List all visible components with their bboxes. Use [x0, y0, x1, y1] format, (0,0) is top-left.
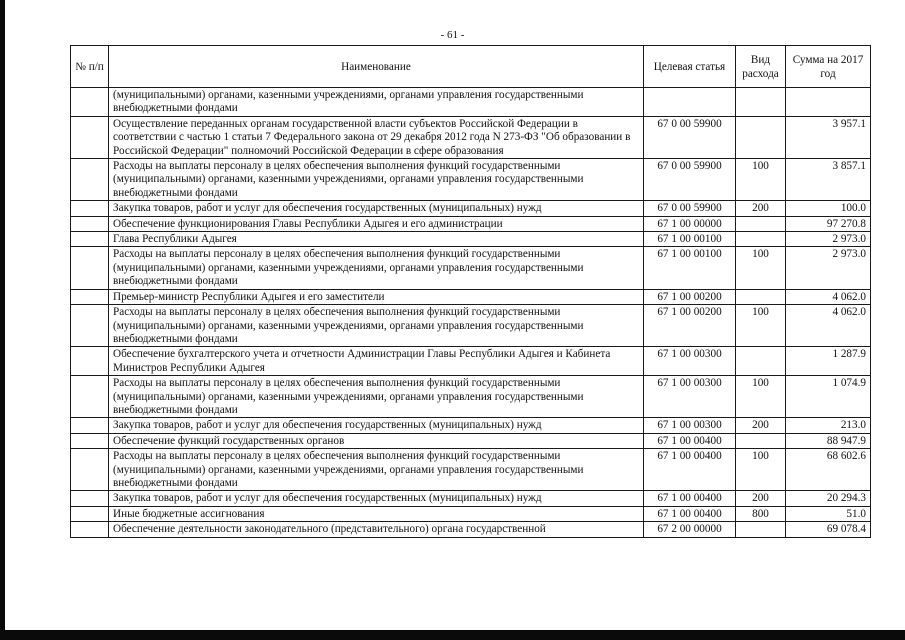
table-row — [71, 522, 871, 537]
table-header-row — [71, 46, 871, 88]
cell-num — [71, 116, 109, 158]
cell-name: Премьер-министр Республики Адыгея и его заместители — [109, 289, 644, 304]
cell-target-article: 67 1 00 00400 — [644, 491, 736, 506]
cell-expense-type: 200 — [736, 201, 786, 216]
cell-name: Расходы на выплаты персоналу в целях обеспечения выполнения функций государственными (муниципальными) органами, казенными учреждениями, органами управления государственными внебюджетными фондами — [109, 159, 644, 201]
header-num: № п/п — [71, 46, 109, 88]
cell-sum: 3 857.1 — [786, 159, 871, 201]
cell-expense-type — [736, 347, 786, 376]
cell-target-article: 67 0 00 59900 — [644, 201, 736, 216]
cell-expense-type — [736, 116, 786, 158]
page-number: - 61 - — [440, 29, 465, 41]
cell-num — [71, 289, 109, 304]
table-body — [71, 88, 871, 538]
cell-num — [71, 201, 109, 216]
cell-target-article: 67 1 00 00200 — [644, 305, 736, 347]
cell-expense-type — [736, 289, 786, 304]
cell-num — [71, 433, 109, 448]
cell-num — [71, 247, 109, 289]
cell-expense-type: 800 — [736, 506, 786, 521]
cell-sum: 100.0 — [786, 201, 871, 216]
cell-sum: 68 602.6 — [786, 449, 871, 491]
cell-name: Обеспечение бухгалтерского учета и отчетности Администрации Главы Республики Адыгея и Кабинета Министров Республики Адыгея — [109, 347, 644, 376]
cell-num — [71, 449, 109, 491]
cell-expense-type: 100 — [736, 449, 786, 491]
cell-name: Обеспечение функционирования Главы Республики Адыгея и его администрации — [109, 216, 644, 231]
table-row — [71, 376, 871, 418]
scan-edge-left — [0, 0, 5, 640]
cell-expense-type — [736, 216, 786, 231]
cell-sum: 3 957.1 — [786, 116, 871, 158]
table-row — [71, 449, 871, 491]
table-row — [71, 418, 871, 433]
cell-name: (муниципальными) органами, казенными учреждениями, органами управления государственными внебюджетными фондами — [109, 88, 644, 117]
table-row — [71, 159, 871, 201]
cell-num — [71, 491, 109, 506]
table-row — [71, 433, 871, 448]
cell-target-article: 67 1 00 00400 — [644, 433, 736, 448]
cell-num — [71, 88, 109, 117]
table-row — [71, 305, 871, 347]
cell-name: Осуществление переданных органам государственной власти субъектов Российской Федерации в соответствии с частью 1 статьи 7 Федерального закона от 29 декабря 2012 года N 273-ФЗ "Об образовании в Российской Федерации" полномочий Российской Федерации в сфере образования — [109, 116, 644, 158]
cell-name: Глава Республики Адыгея — [109, 232, 644, 247]
header-name: Наименование — [109, 46, 644, 88]
cell-name: Закупка товаров, работ и услуг для обеспечения государственных (муниципальных) нужд — [109, 491, 644, 506]
header-sum-2017: Сумма на 2017 год — [786, 46, 871, 88]
cell-num — [71, 232, 109, 247]
cell-expense-type: 100 — [736, 159, 786, 201]
header-expense-type: Вид расхода — [736, 46, 786, 88]
cell-sum: 2 973.0 — [786, 232, 871, 247]
table-row — [71, 201, 871, 216]
cell-target-article: 67 0 00 59900 — [644, 159, 736, 201]
table-row — [71, 116, 871, 158]
cell-sum: 88 947.9 — [786, 433, 871, 448]
table-row — [71, 232, 871, 247]
cell-name: Закупка товаров, работ и услуг для обеспечения государственных (муниципальных) нужд — [109, 418, 644, 433]
cell-target-article: 67 1 00 00400 — [644, 506, 736, 521]
cell-num — [71, 376, 109, 418]
cell-target-article: 67 1 00 00400 — [644, 449, 736, 491]
table-row — [71, 289, 871, 304]
cell-sum: 4 062.0 — [786, 289, 871, 304]
cell-name: Закупка товаров, работ и услуг для обеспечения государственных (муниципальных) нужд — [109, 201, 644, 216]
cell-expense-type: 100 — [736, 376, 786, 418]
table-row — [71, 347, 871, 376]
cell-target-article: 67 1 00 00300 — [644, 347, 736, 376]
cell-target-article: 67 2 00 00000 — [644, 522, 736, 537]
cell-sum: 51.0 — [786, 506, 871, 521]
cell-target-article: 67 0 00 59900 — [644, 116, 736, 158]
cell-sum: 1 287.9 — [786, 347, 871, 376]
cell-sum: 2 973.0 — [786, 247, 871, 289]
table-row — [71, 216, 871, 231]
cell-sum: 213.0 — [786, 418, 871, 433]
cell-name: Обеспечение функций государственных органов — [109, 433, 644, 448]
cell-num — [71, 418, 109, 433]
cell-sum: 97 270.8 — [786, 216, 871, 231]
cell-expense-type: 100 — [736, 247, 786, 289]
cell-name: Расходы на выплаты персоналу в целях обеспечения выполнения функций государственными (муниципальными) органами, казенными учреждениями, органами управления государственными внебюджетными фондами — [109, 449, 644, 491]
cell-expense-type — [736, 232, 786, 247]
cell-num — [71, 305, 109, 347]
cell-target-article: 67 1 00 00300 — [644, 376, 736, 418]
cell-num — [71, 216, 109, 231]
table-row — [71, 491, 871, 506]
scan-edge-bottom — [0, 630, 905, 640]
cell-sum: 20 294.3 — [786, 491, 871, 506]
cell-sum — [786, 88, 871, 117]
cell-num — [71, 522, 109, 537]
cell-target-article: 67 1 00 00200 — [644, 289, 736, 304]
cell-sum: 69 078.4 — [786, 522, 871, 537]
cell-expense-type: 200 — [736, 491, 786, 506]
cell-target-article — [644, 88, 736, 117]
cell-expense-type — [736, 433, 786, 448]
cell-name: Расходы на выплаты персоналу в целях обеспечения выполнения функций государственными (муниципальными) органами, казенными учреждениями, органами управления государственными внебюджетными фондами — [109, 305, 644, 347]
cell-num — [71, 347, 109, 376]
cell-sum: 4 062.0 — [786, 305, 871, 347]
table-row — [71, 247, 871, 289]
cell-expense-type — [736, 88, 786, 117]
cell-target-article: 67 1 00 00100 — [644, 232, 736, 247]
cell-target-article: 67 1 00 00300 — [644, 418, 736, 433]
cell-num — [71, 159, 109, 201]
cell-target-article: 67 1 00 00000 — [644, 216, 736, 231]
cell-target-article: 67 1 00 00100 — [644, 247, 736, 289]
cell-expense-type: 100 — [736, 305, 786, 347]
cell-name: Расходы на выплаты персоналу в целях обеспечения выполнения функций государственными (муниципальными) органами, казенными учреждениями, органами управления государственными внебюджетными фондами — [109, 247, 644, 289]
cell-name: Расходы на выплаты персоналу в целях обеспечения выполнения функций государственными (муниципальными) органами, казенными учреждениями, органами управления государственными внебюджетными фондами — [109, 376, 644, 418]
cell-expense-type: 200 — [736, 418, 786, 433]
table-row — [71, 506, 871, 521]
cell-name: Обеспечение деятельности законодательного (представительного) органа государственной — [109, 522, 644, 537]
budget-table — [70, 45, 871, 538]
table-row — [71, 88, 871, 117]
cell-expense-type — [736, 522, 786, 537]
cell-sum: 1 074.9 — [786, 376, 871, 418]
cell-num — [71, 506, 109, 521]
header-target-article: Целевая статья — [644, 46, 736, 88]
cell-name: Иные бюджетные ассигнования — [109, 506, 644, 521]
